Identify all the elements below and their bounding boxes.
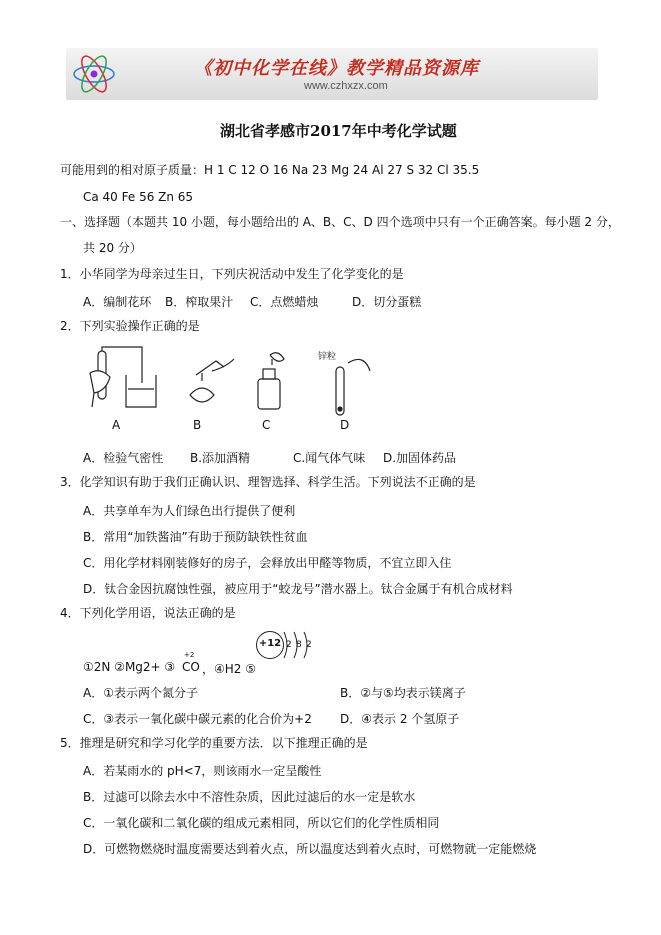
co-valence: +2 — [184, 651, 195, 659]
zinc-label: 锌粒 — [318, 352, 337, 362]
q2-option-c: C.闻气体气味 — [293, 451, 366, 465]
q1-option-d: D．切分蛋糕 — [352, 295, 422, 309]
header-banner — [66, 48, 598, 100]
q2-option-b: B.添加酒精 — [190, 451, 251, 465]
q4-option-d: D．④表示 2 个氢原子 — [340, 712, 460, 726]
banner-url: www.czhxzx.com — [304, 80, 388, 92]
q4-stem: 4．下列化学用语，说法正确的是 — [60, 606, 236, 620]
shell-electrons-1: 2 — [286, 640, 292, 650]
figure-c-gas-bottle-icon — [258, 353, 284, 409]
banner-title: 《初中化学在线》教学精品资源库 — [194, 58, 479, 79]
q5-option-c: C．一氧化碳和二氧化碳的组成元素相同，所以它们的化学性质相同 — [83, 816, 440, 830]
figure-label-d: D — [340, 418, 350, 432]
atomic-masses-line2: Ca 40 Fe 56 Zn 65 — [83, 190, 194, 204]
q2-option-d: D.加固体药品 — [383, 451, 457, 465]
q3-option-d: D．钛合金因抗腐蚀性强，被应用于“蛟龙号”潜水器上。钛合金属于有机合成材料 — [83, 582, 513, 596]
q3-option-b: B．常用“加铁酱油”有助于预防缺铁性贫血 — [83, 530, 308, 544]
figure-a-airtight-check-icon — [90, 347, 156, 407]
exam-title: 湖北省孝感市2017年中考化学试题 — [220, 122, 457, 140]
shell-electrons-2: 8 — [296, 640, 302, 650]
atomic-masses-line1: 可能用到的相对原子质量：H 1 C 12 O 16 Na 23 Mg 24 Al 27 S 32 Cl 35.5 — [60, 163, 480, 177]
q3-option-a: A．共享单车为人们绿色出行提供了便利 — [83, 504, 296, 518]
q5-stem: 5．推理是研究和学习化学的重要方法．以下推理正确的是 — [60, 736, 368, 750]
figure-label-c: C — [262, 418, 271, 432]
q1-option-a: A．编制花环 — [83, 295, 152, 309]
q2-option-a: A．检验气密性 — [83, 451, 164, 465]
q1-stem: 1．小华同学为母亲过生日，下列庆祝活动中发生了化学变化的是 — [60, 267, 404, 281]
q5-option-a: A．若某雨水的 pH<7，则该雨水一定呈酸性 — [83, 764, 322, 778]
atom-logo-icon — [68, 50, 120, 98]
shell-electrons-3: 2 — [306, 640, 312, 650]
section1-heading-line2: 共 20 分） — [83, 241, 142, 255]
nucleus-charge: +12 — [258, 638, 282, 649]
q5-option-d: D．可燃物燃烧时温度需要达到着火点，所以温度达到着火点时，可燃物就一定能燃烧 — [83, 842, 537, 856]
q5-option-b: B．过滤可以除去水中不溶性杂质，因此过滤后的水一定是软水 — [83, 790, 416, 804]
q3-option-c: C．用化学材料刚装修好的房子，会释放出甲醛等物质，不宜立即入住 — [83, 556, 452, 570]
q2-stem: 2．下列实验操作正确的是 — [60, 319, 200, 333]
figure-label-b: B — [193, 418, 202, 432]
figure-label-a: A — [112, 418, 121, 432]
q1-option-b: B．榨取果汁 — [165, 295, 234, 309]
q3-stem: 3．化学知识有助于我们正确认识、理智选择、科学生活。下列说法不正确的是 — [60, 475, 476, 489]
q4-option-c: C．③表示一氧化碳中碳元素的化合价为+2 — [83, 712, 312, 726]
q4-co: CO — [182, 660, 200, 674]
mg-atom-nucleus — [256, 631, 284, 659]
section1-heading-line1: 一、选择题（本题共 10 小题，每小题给出的 A、B、C、D 四个选项中只有一个正确答案。每小题 2 分， — [60, 215, 620, 229]
q4-items-suffix: ，④H2 ⑤ — [202, 662, 256, 676]
q1-option-c: C．点燃蜡烛 — [250, 295, 319, 309]
figure-d-solid-addition-icon — [336, 359, 370, 415]
q4-option-a: A．①表示两个氮分子 — [83, 686, 198, 700]
q4-items-prefix: ①2N ②Mg2+ ③ — [83, 660, 176, 674]
q4-option-b: B．②与⑤均表示镁离子 — [340, 686, 466, 700]
figure-b-alcohol-lamp-icon — [190, 359, 234, 402]
